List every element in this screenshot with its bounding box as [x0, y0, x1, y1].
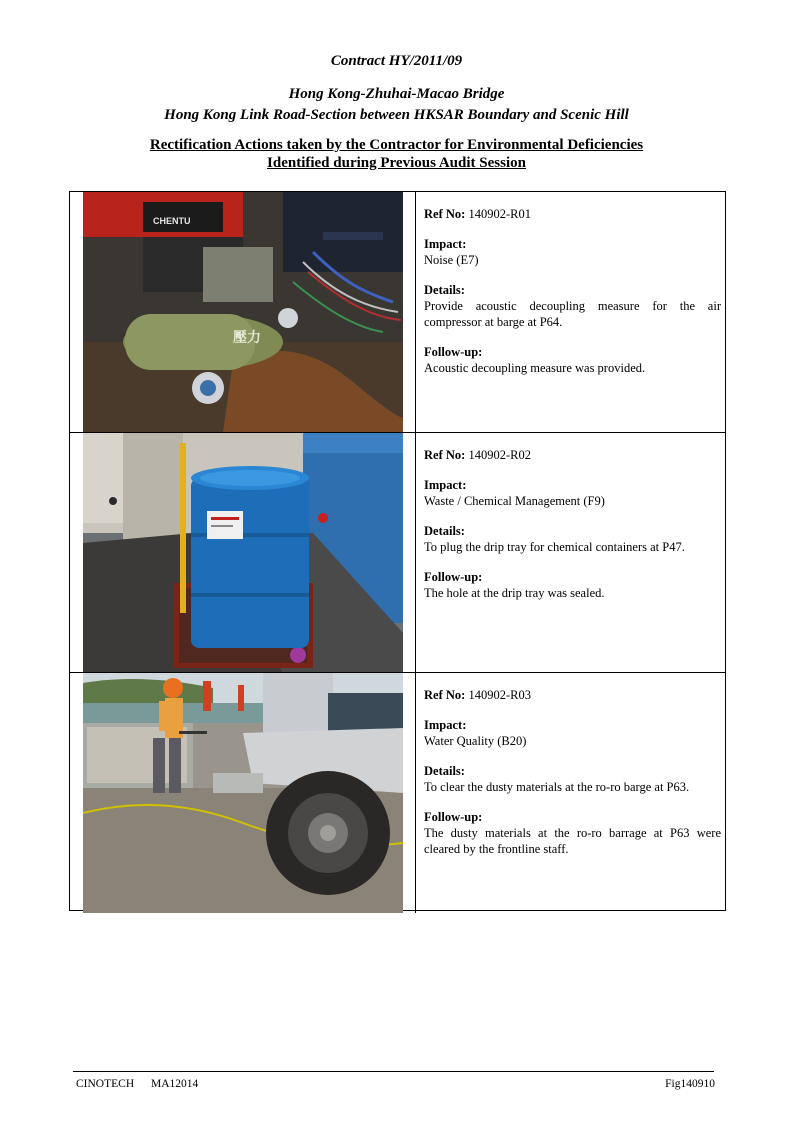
generator-brand-text: CHENTU — [153, 216, 191, 226]
ref-line — [424, 447, 721, 463]
table-row — [70, 432, 725, 673]
details-value: To clear the dusty materials at the ro-ro barge at P63. — [424, 780, 690, 794]
section-name: Hong Kong Link Road-Section between HKSAR Boundary and Scenic Hill — [164, 107, 629, 123]
photo-air-compressor — [83, 192, 403, 432]
project-name: Hong Kong-Zhuhai-Macao Bridge — [288, 86, 505, 102]
ref-label: Ref No: — [424, 448, 466, 462]
details-value: To plug the drip tray for chemical containers at P47. — [424, 540, 685, 554]
photo-chemical-drum — [83, 433, 403, 673]
footer-figure-number: Fig140910 — [665, 1078, 715, 1090]
record-text — [424, 206, 721, 376]
followup-value: The hole at the drip tray was sealed. — [424, 586, 605, 600]
followup-value: The dusty materials at the ro-ro barrage at P63 were cleared by the frontline staff. — [424, 826, 721, 856]
footer-company: CINOTECH — [76, 1078, 135, 1090]
ref-value: 140902-R01 — [468, 207, 531, 221]
table-row — [70, 192, 725, 432]
table-row — [70, 672, 725, 913]
impact-value: Water Quality (B20) — [424, 734, 527, 748]
ref-value: 140902-R03 — [468, 688, 531, 702]
details-label: Details: — [424, 524, 465, 538]
contract-number: Contract HY/2011/09 — [330, 53, 463, 69]
impact-value: Waste / Chemical Management (F9) — [424, 494, 605, 508]
footer-left — [76, 1078, 198, 1090]
svg-text:壓力: 壓力 — [233, 329, 261, 345]
ref-label: Ref No: — [424, 688, 466, 702]
followup-label: Follow-up: — [424, 570, 483, 584]
followup-value: Acoustic decoupling measure was provided. — [424, 361, 646, 375]
followup-label: Follow-up: — [424, 345, 483, 359]
record-text — [424, 447, 721, 601]
footer-divider — [73, 1071, 714, 1072]
impact-label: Impact: — [424, 478, 467, 492]
ref-value: 140902-R02 — [468, 448, 531, 462]
page-title-line-2: Identified during Previous Audit Session — [267, 155, 526, 171]
page-title-line-1: Rectification Actions taken by the Contractor for Environmental Deficiencies — [149, 137, 644, 153]
ref-line — [424, 687, 721, 703]
photo-cell — [70, 673, 416, 913]
followup-label: Follow-up: — [424, 810, 483, 824]
details-value: Provide acoustic decoupling measure for the air compressor at barge at P64. — [424, 299, 721, 329]
ref-line — [424, 206, 721, 222]
photo-cell — [70, 192, 416, 432]
photo-cell — [70, 433, 416, 673]
impact-value: Noise (E7) — [424, 253, 479, 267]
impact-label: Impact: — [424, 237, 467, 251]
impact-label: Impact: — [424, 718, 467, 732]
record-text — [424, 687, 721, 857]
ref-label: Ref No: — [424, 207, 466, 221]
rectification-table — [69, 191, 726, 911]
photo-roro-barge — [83, 673, 403, 913]
details-label: Details: — [424, 283, 465, 297]
footer-doc-number: MA12014 — [151, 1078, 199, 1090]
details-label: Details: — [424, 764, 465, 778]
